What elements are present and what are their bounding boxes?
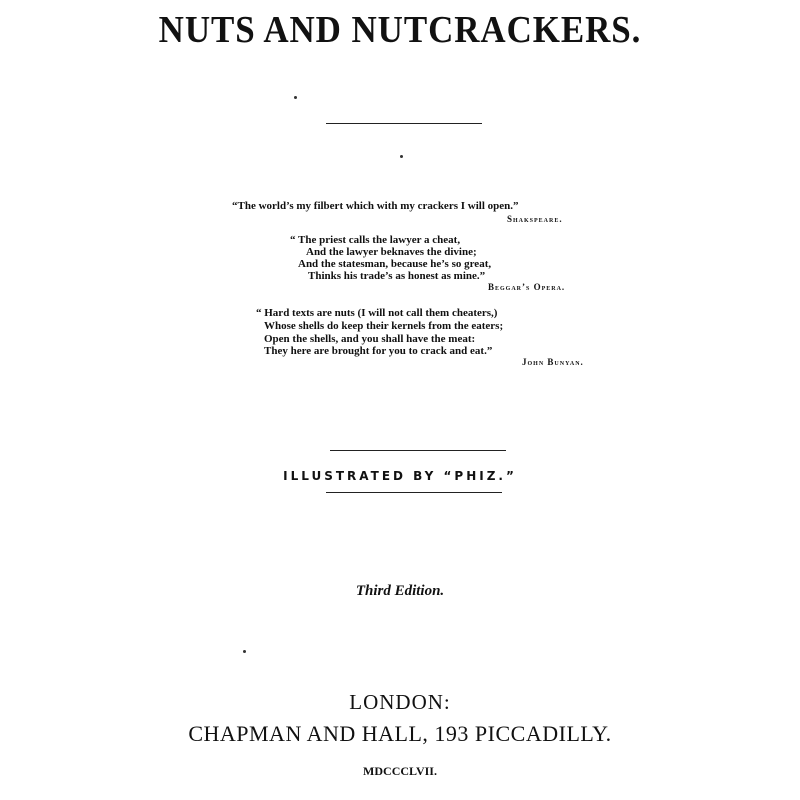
epigraph-line: They here are brought for you to crack and eat.” <box>264 345 493 357</box>
imprint-year: MDCCCLVII. <box>363 764 437 778</box>
epigraph-line: Whose shells do keep their kernels from the eaters; <box>264 320 504 332</box>
epigraph-line: Thinks his trade’s as honest as mine.” <box>308 270 486 282</box>
divider <box>326 123 482 124</box>
epigraph-attribution: Beggar’s Opera. <box>488 282 566 292</box>
scan-speck <box>294 96 297 99</box>
imprint-publisher: CHAPMAN AND HALL, 193 PICCADILLY. <box>188 721 612 746</box>
epigraph-line: And the statesman, because he’s so great, <box>298 258 492 270</box>
scan-speck <box>243 650 246 653</box>
illustrator-credit: ILLUSTRATED BY “PHIZ.” <box>283 469 517 483</box>
epigraph-line: “ Hard texts are nuts (I will not call them cheaters,) <box>256 307 498 319</box>
edition: Third Edition. <box>355 583 445 599</box>
epigraph-attribution: John Bunyan. <box>522 357 584 367</box>
divider <box>326 492 502 493</box>
epigraph-line: Open the shells, and you shall have the meat: <box>264 333 476 345</box>
epigraph-line: And the lawyer beknaves the divine; <box>306 246 477 258</box>
epigraph-attribution: Shakspeare. <box>507 214 563 224</box>
divider <box>330 450 506 451</box>
scan-speck <box>400 155 403 158</box>
book-title: NUTS AND NUTCRACKERS. <box>158 9 642 51</box>
imprint-city: LONDON: <box>349 690 451 714</box>
epigraph-line: “ The priest calls the lawyer a cheat, <box>290 234 461 246</box>
epigraph-line: “The world’s my filbert which with my crackers I will open.” <box>232 200 519 212</box>
